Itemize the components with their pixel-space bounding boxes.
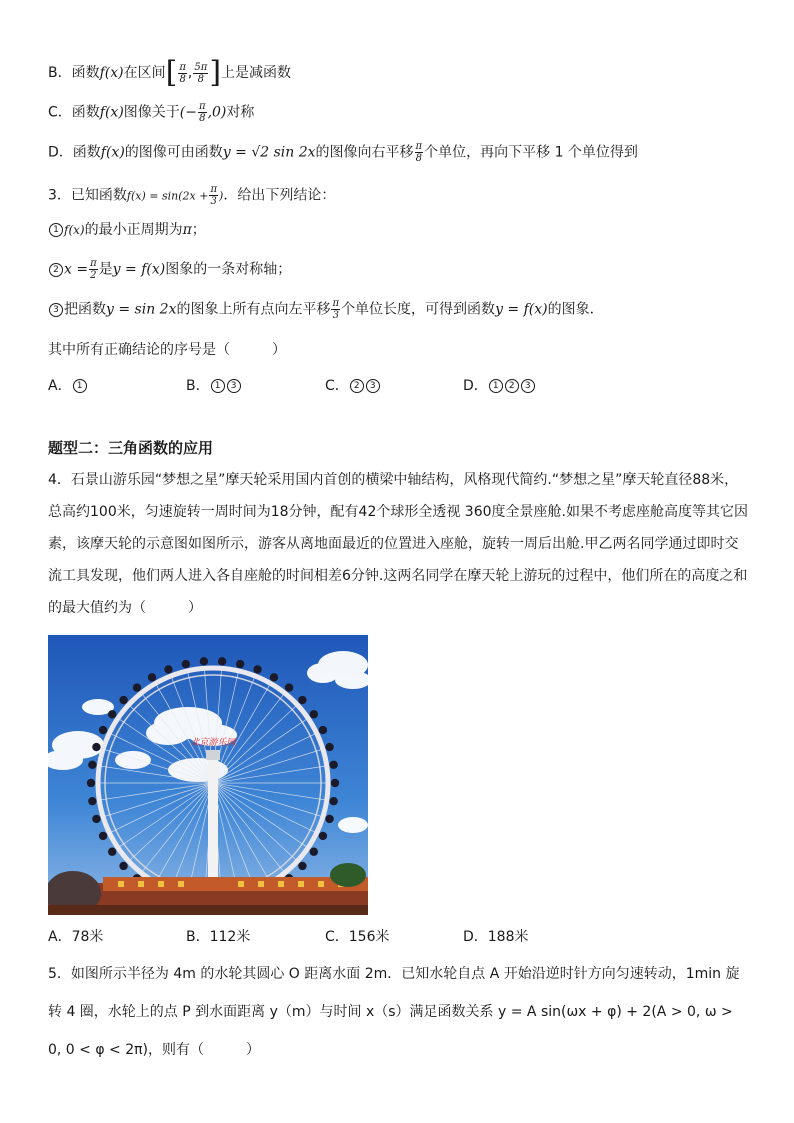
gondola — [319, 726, 327, 734]
shift-fraction: $\frac{\pi}{8}$ — [415, 141, 423, 164]
gondola — [88, 797, 96, 805]
interval-bracket: [ $\frac{\pi}{8}$ , $\frac{5\pi}{8}$ ] — [165, 55, 222, 90]
gondola — [236, 660, 244, 668]
gondola — [253, 665, 261, 673]
q3-option-d[interactable]: D． 1 2 3 — [463, 376, 536, 396]
option-c-suffix: 对称 — [226, 104, 255, 121]
option-d-prefix: D．函数 — [48, 144, 101, 161]
q3-c3-fraction: $\frac{\pi}{3}$ — [332, 298, 340, 321]
function-fx: f(x) — [100, 144, 125, 161]
q3-conclusion-2: 2 x = $\frac{\pi}{2}$ 是y = f(x)图象的一条对称轴； — [48, 258, 291, 281]
gondola — [99, 726, 107, 734]
gondola — [133, 683, 141, 691]
circled-number: 1 — [49, 223, 63, 237]
gondola — [92, 815, 100, 823]
q2-option-d: D．函数f(x)的图像可由函数y = √2 sin 2x的图像向右平移 $\frac{\pi}{8}$ 个单位，再向下平移 1 个单位得到 — [48, 141, 638, 164]
function-fx: f(x) — [99, 104, 124, 121]
gondola — [310, 848, 318, 856]
gondola — [108, 710, 116, 718]
q4-text: 4．石景山游乐园“梦想之星”摩天轮采用国内首创的横梁中轴结构，风格现代简约.“梦想之星”摩天轮直径88米，总高约100米，匀速旋转一周时间为18分钟，配有42个球形全透视 360度全景座舱.如果不考虑座舱高度等其它因素，该摩天轮的示意图如图所示，游客从离地面最近的位置进入座舱，旋转一周后出舱.甲乙两名同学通过即时交流工具发现，他们两人进入各自座舱的时间相差6分钟.这两名同学在摩天轮上游玩的过程中，他们所在的高度之和的最大值约为（ ） — [48, 472, 748, 616]
q3-option-a[interactable]: A． 1 — [48, 376, 88, 396]
option-d-mid: 的图像可由函数 — [124, 144, 223, 161]
gondola — [119, 862, 127, 870]
q3-question: 其中所有正确结论的序号是（ ） — [48, 342, 286, 358]
q4-option-b[interactable]: B．112米 — [186, 929, 251, 945]
gondola — [182, 660, 190, 668]
gondola — [218, 657, 226, 665]
point-fraction: $\frac{\pi}{8}$ — [199, 101, 206, 124]
gondola — [325, 743, 333, 751]
gondola — [310, 710, 318, 718]
function-fx: f(x) — [99, 65, 124, 81]
gondola — [108, 848, 116, 856]
q3-stem: 3．已知函数f(x) = sin(2x + $\frac{\pi}{3}$ )．给出下列结论： — [48, 184, 336, 207]
gondola — [119, 696, 127, 704]
q3-option-c[interactable]: C． 2 3 — [325, 376, 381, 396]
gondola — [87, 779, 95, 787]
interval-right-fraction: $\frac{5\pi}{8}$ — [194, 61, 208, 85]
gondola — [329, 761, 337, 769]
gondola — [298, 696, 306, 704]
q4-option-c[interactable]: C．156米 — [325, 929, 390, 945]
gondola — [200, 657, 208, 665]
q2-option-b — [48, 55, 292, 90]
circled-number: 3 — [49, 303, 63, 317]
option-b-suffix: 上是减函数 — [221, 65, 292, 81]
section-heading: 题型二：三角函数的应用 — [48, 439, 214, 457]
gondola — [99, 832, 107, 840]
option-c-mid: 图像关于 — [123, 104, 180, 121]
q3-conclusion-3: 3 把函数y = sin 2x的图象上所有点向左平移 $\frac{\pi}{3}$ 个单位长度，可得到函数y = f(x)的图象． — [48, 298, 604, 321]
q2-option-c: C．函数f(x)图像关于(− $\frac{\pi}{8}$ ,0)对称 — [48, 101, 255, 124]
interval-left-fraction: $\frac{\pi}{8}$ — [179, 61, 186, 85]
q4-option-d[interactable]: D．188米 — [463, 929, 529, 945]
q4-option-a[interactable]: A．78米 — [48, 929, 104, 945]
option-b-interval-text: 在区间 — [123, 65, 166, 81]
gondola — [331, 779, 339, 787]
gondola — [270, 673, 278, 681]
gondola — [88, 761, 96, 769]
gondola — [285, 683, 293, 691]
q3-option-b[interactable]: B． 1 3 — [186, 376, 242, 396]
q3-stem-fraction: $\frac{\pi}{3}$ — [210, 184, 218, 207]
option-d-suffix: 个单位，再向下平移 1 个单位得到 — [424, 144, 638, 161]
gondola — [329, 797, 337, 805]
q3-conclusion-1: 1 f(x)的最小正周期为π； — [48, 220, 206, 240]
q5-text: 5．如图所示半径为 4m 的水轮其圆心 O 距离水面 2m．已知水轮自点 A 开始沿逆时针方向匀速转动，1min 旋转 4 圈，水轮上的点 P 到水面距离 y（m）与时间 x（s）满足函数关系 y = A sin(ωx + φ) + 2(A > 0, ω > 0, 0 < φ < 2π)，则有（ ） — [48, 966, 740, 1058]
circled-number: 2 — [49, 263, 63, 277]
gondola — [298, 862, 306, 870]
gondola — [92, 743, 100, 751]
q3-function: f(x) = sin(2x + — [126, 189, 209, 203]
option-b-prefix: B．函数 — [48, 65, 100, 81]
q3-c2-fraction: $\frac{\pi}{2}$ — [90, 258, 97, 281]
wheel-sign: 北京游乐园 — [190, 738, 236, 748]
gondola — [319, 832, 327, 840]
gondola — [148, 673, 156, 681]
option-d-function: y = √2 sin 2x — [222, 144, 316, 161]
ferris-wheel-photo — [48, 635, 368, 915]
option-c-prefix: C．函数 — [48, 104, 100, 121]
gondola — [325, 815, 333, 823]
gondola — [164, 665, 172, 673]
